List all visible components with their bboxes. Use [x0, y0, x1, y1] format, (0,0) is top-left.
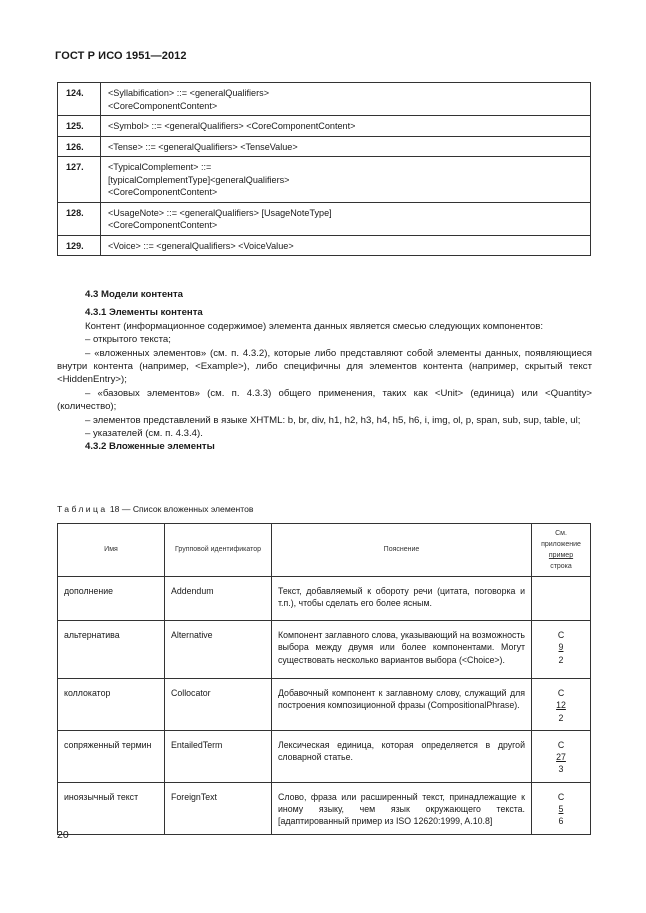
header-ref-see: См.: [555, 530, 567, 537]
list-item: – открытого текста;: [85, 334, 171, 346]
table-caption: [57, 504, 253, 514]
row-number: 126.: [58, 136, 101, 157]
syntax-rule: [101, 83, 591, 116]
reference-line: 2: [558, 654, 564, 665]
page-number: 20: [57, 829, 69, 841]
table-row: [58, 577, 591, 621]
table-row: [58, 621, 591, 679]
element-explanation: Компонент заглавного слова, указывающий на возможность выбора между двумя или более компонентами. Могут существовать несколько вариантов выбора (<Choice>).: [272, 621, 532, 679]
group-identifier: EntailedTerm: [165, 730, 272, 782]
row-number: 124.: [58, 83, 101, 116]
group-identifier: Collocator: [165, 679, 272, 731]
row-number: 129.: [58, 235, 101, 256]
reference-cell: [532, 679, 591, 731]
element-explanation: Добавочный компонент к заглавному слову, служащий для построения композиционной фразы (CompositionalPhrase).: [272, 679, 532, 731]
reference-app: C: [557, 739, 565, 750]
caption-label: Таблица: [57, 504, 108, 514]
row-number: 128.: [58, 202, 101, 235]
document-header: ГОСТ Р ИСО 1951—2012: [55, 50, 187, 62]
syntax-line: <TypicalComplement> ::=: [108, 162, 212, 172]
section-4-3: [57, 288, 592, 454]
reference-cell: [532, 577, 591, 621]
syntax-rule: [101, 116, 591, 137]
reference-app: C: [557, 630, 565, 640]
header-ref-example: пример: [548, 552, 574, 559]
reference-ex: 27: [556, 752, 566, 763]
syntax-line: <CoreComponentContent>: [108, 100, 218, 111]
reference-app: C: [557, 791, 565, 802]
syntax-rule: [101, 136, 591, 157]
list-item: – элементов представлений в языке XHTML: b, br, div, h1, h2, h3, h4, h5, h6, i, img, ol, p, span, sub, sup, table, ul;: [85, 414, 581, 426]
syntax-table: [57, 82, 591, 256]
heading-4-3-2: 4.3.2 Вложенные элементы: [85, 441, 215, 453]
reference-cell: [532, 730, 591, 782]
header-group: Групповой идентификатор: [165, 524, 272, 577]
group-identifier: Alternative: [165, 621, 272, 679]
row-number: 125.: [58, 116, 101, 137]
reference-line: 3: [558, 764, 564, 775]
list-item: – «вложенных элементов» (см. п. 4.3.2), которые либо представляют собой элементы данных, появляющиеся внутри контента (например, <Example>), либо специфичны для элементов контента (например, скрытый текст <HiddenEntry>);: [57, 347, 592, 386]
syntax-line: <Syllabification> ::= <generalQualifiers>: [108, 88, 270, 98]
reference-ex: 12: [556, 700, 566, 711]
syntax-row: [58, 136, 591, 157]
caption-text: 18 — Список вложенных элементов: [109, 504, 254, 514]
syntax-row: [58, 116, 591, 137]
header-name: Имя: [58, 524, 165, 577]
syntax-rule: [101, 157, 591, 203]
element-name: дополнение: [58, 577, 165, 621]
reference-app: C: [557, 688, 565, 698]
header-reference: [532, 524, 591, 577]
header-explanation: Пояснение: [272, 524, 532, 577]
list-item: – «базовых элементов» (см. п. 4.3.3) общего применения, таких как <Unit> (единица) или <Quantity> (количество);: [57, 387, 592, 413]
intro-paragraph: Контент (информационное содержимое) элемента данных является смесью следующих компонентов:: [85, 320, 544, 332]
element-explanation: Текст, добавляемый к обороту речи (цитата, поговорка и т.п.), чтобы сделать его более ясным.: [272, 577, 532, 621]
syntax-row: [58, 235, 591, 256]
element-name: альтернатива: [58, 621, 165, 679]
syntax-row: [58, 83, 591, 116]
heading-4-3: 4.3 Модели контента: [85, 289, 184, 300]
group-identifier: ForeignText: [165, 782, 272, 834]
heading-4-3-1: 4.3.1 Элементы контента: [85, 307, 203, 319]
table-header-row: [58, 524, 591, 577]
element-name: сопряженный термин: [58, 730, 165, 782]
element-name: иноязычный текст: [58, 782, 165, 834]
syntax-rule: [101, 202, 591, 235]
header-ref-line: строка: [550, 563, 572, 570]
syntax-line: [typicalComplementType]<generalQualifiers>: [108, 174, 290, 185]
element-explanation: Лексическая единица, которая определяется в другой словарной статье.: [272, 730, 532, 782]
reference-ex: 5: [558, 804, 564, 815]
syntax-row: [58, 202, 591, 235]
reference-cell: [532, 621, 591, 679]
nested-elements-table: [57, 523, 591, 835]
table-row: [58, 730, 591, 782]
reference-line: 6: [558, 816, 564, 827]
syntax-line: <CoreComponentContent>: [108, 187, 218, 197]
syntax-line: <CoreComponentContent>: [108, 220, 218, 230]
syntax-line: <UsageNote> ::= <generalQualifiers> [UsageNoteType]: [108, 207, 332, 218]
row-number: 127.: [58, 157, 101, 203]
syntax-line: <Symbol> ::= <generalQualifiers> <CoreComponentContent>: [108, 121, 356, 131]
reference-ex: 9: [558, 642, 564, 653]
syntax-rule: [101, 235, 591, 256]
reference-line: 2: [558, 712, 564, 723]
syntax-line: <Tense> ::= <generalQualifiers> <TenseValue>: [108, 141, 298, 152]
syntax-line: <Voice> ::= <generalQualifiers> <VoiceValue>: [108, 240, 294, 251]
element-name: коллокатор: [58, 679, 165, 731]
group-identifier: Addendum: [165, 577, 272, 621]
header-ref-appendix: приложение: [541, 541, 581, 548]
list-item: – указателей (см. п. 4.3.4).: [85, 428, 203, 440]
table-row: [58, 679, 591, 731]
element-explanation: Слово, фраза или расширенный текст, принадлежащие к иному языку, чем язык окружающего текста. [адаптированный пример из ISO 12620:1999, A.10.8]: [272, 782, 532, 834]
reference-cell: [532, 782, 591, 834]
table-row: [58, 782, 591, 834]
syntax-row: [58, 157, 591, 203]
